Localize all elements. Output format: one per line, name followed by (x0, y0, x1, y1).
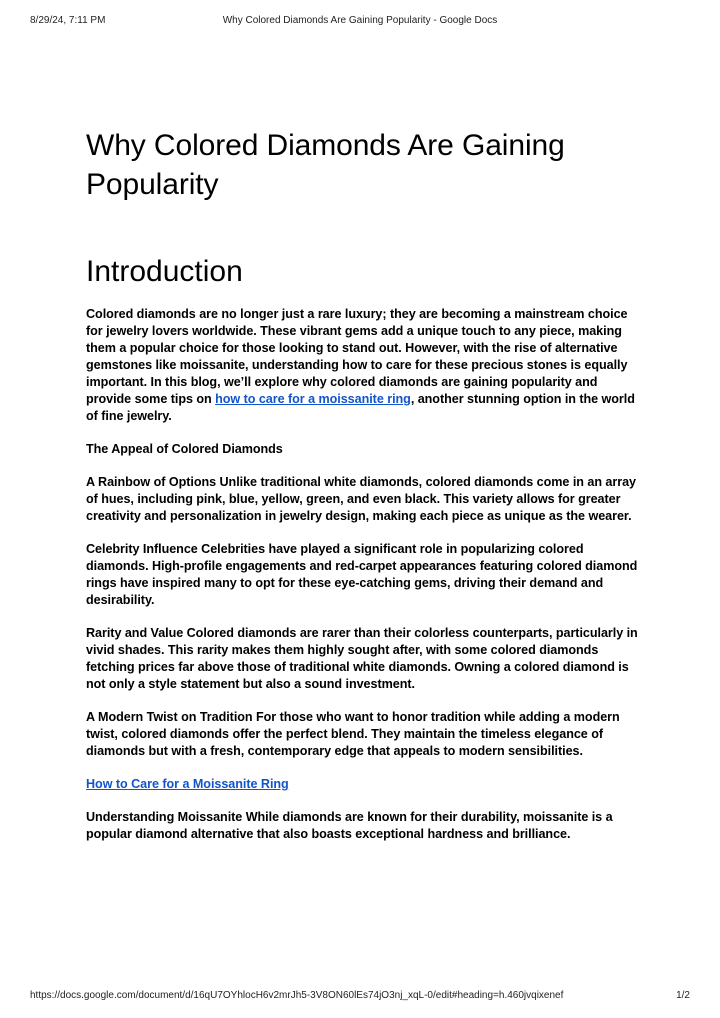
appeal-heading: The Appeal of Colored Diamonds (86, 442, 283, 456)
print-page-title: Why Colored Diamonds Are Gaining Popularity - Google Docs (222, 15, 498, 26)
page-number: 1/2 (676, 990, 690, 1001)
document-body (86, 126, 642, 843)
introduction-heading: Introduction (86, 255, 243, 288)
print-url: https://docs.google.com/document/d/16qU7OYhlocH6v2mrJh5-3V8ON60lEs74jO3nj_xqL-0/edit#heading=h.460jvqixenef (30, 990, 564, 1001)
intro-text-before-link: Colored diamonds are no longer just a rare luxury; they are becoming a mainstream choice for jewelry lovers worldwide. These vibrant gems add a unique touch to any piece, making them a popular choice for those looking to stand out. However, with the rise of alternative gemstones like moissanite, understanding how to care for these precious stones is equally important. In this blog, we’ll explore why colored diamonds are gaining popularity and provide some tips on (86, 307, 628, 406)
intro-paragraph (86, 306, 642, 425)
intro-text-after-link: , another stunning option in the world of fine jewelry. (86, 392, 635, 423)
understanding-moissanite-paragraph: Understanding Moissanite While diamonds are known for their durability, moissanite is a popular diamond alternative that also boasts exceptional hardness and brilliance. (86, 810, 613, 841)
rainbow-paragraph: A Rainbow of Options Unlike traditional white diamonds, colored diamonds come in an array of hues, including pink, blue, yellow, green, and even black. This variety allows for greater creativity and personalization in jewelry design, making each piece as unique as the wearer. (86, 475, 636, 523)
document-title: Why Colored Diamonds Are Gaining Popularity (86, 129, 565, 201)
print-footer (30, 990, 690, 1006)
print-header (30, 15, 690, 31)
celebrity-paragraph: Celebrity Influence Celebrities have played a significant role in popularizing colored diamonds. High-profile engagements and red-carpet appearances featuring colored diamond rings have inspired many to opt for these eye-catching gems, driving their demand and desirability. (86, 542, 638, 607)
modern-twist-paragraph: A Modern Twist on Tradition For those who want to honor tradition while adding a modern twist, colored diamonds offer the perfect blend. They maintain the timeless elegance of diamonds but with a fresh, contemporary edge that appeals to modern sensibilities. (86, 710, 620, 758)
moissanite-care-heading-link[interactable]: How to Care for a Moissanite Ring (86, 777, 289, 791)
moissanite-care-inline-link[interactable]: how to care for a moissanite ring (215, 392, 411, 406)
print-datetime: 8/29/24, 7:11 PM (30, 15, 106, 26)
care-heading-paragraph (86, 776, 642, 793)
rarity-paragraph: Rarity and Value Colored diamonds are rarer than their colorless counterparts, particularly in vivid shades. This rarity makes them highly sought after, with some colored diamonds fetching prices far above those of traditional white diamonds. Owning a colored diamond is not only a style statement but also a sound investment. (86, 626, 638, 691)
